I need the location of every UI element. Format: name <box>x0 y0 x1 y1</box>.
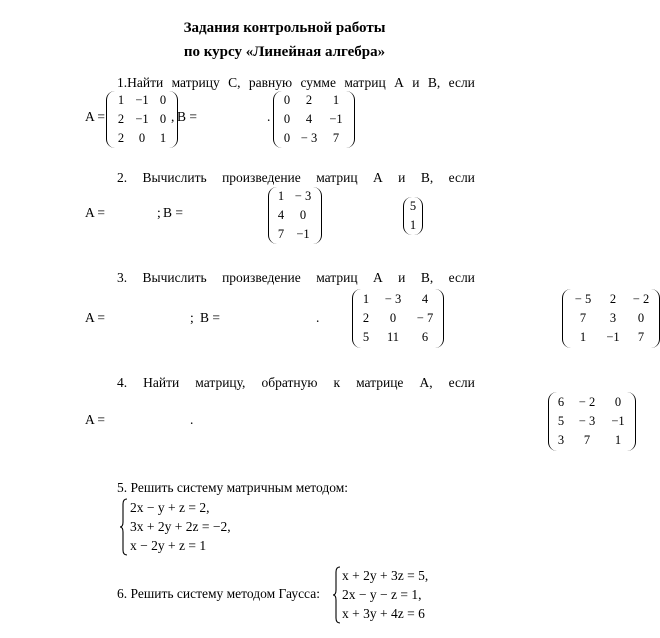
matrix-cell: 6 <box>557 395 565 409</box>
matrix-cell: 0 <box>283 93 291 107</box>
task1-word: сумме <box>300 75 336 90</box>
matrix-cell: 1 <box>362 292 370 306</box>
matrix-cell: −1 <box>606 330 620 344</box>
task1-word: C, <box>228 75 241 90</box>
task5-text: 5. Решить систему матричным методом: <box>117 480 349 495</box>
matrix-cell: 0 <box>299 208 307 222</box>
task4-word: матрицу, <box>195 375 246 390</box>
matrix-cell: 0 <box>637 311 645 325</box>
matrix-cell: 1 <box>332 93 340 107</box>
matrix-cell: 7 <box>332 131 340 145</box>
task1-word: и <box>412 75 420 90</box>
task2-word: и <box>398 170 406 185</box>
task1-word: матриц <box>344 75 386 90</box>
task5-equation: x − 2y + z = 1 <box>130 538 207 553</box>
task4-matrix-a <box>548 392 636 451</box>
matrix-cell: 2 <box>609 292 617 306</box>
matrix-cell: 1 <box>579 330 587 344</box>
task2-word: 2. <box>117 170 128 185</box>
task1-matrix-b <box>273 91 355 148</box>
matrix-cell: 5 <box>557 414 565 428</box>
task1-label-b: B = <box>177 109 197 124</box>
matrix-cell: 4 <box>277 208 285 222</box>
task2-word: если <box>448 170 475 185</box>
task3-word: 3. <box>117 270 128 285</box>
task3-word: если <box>448 270 475 285</box>
task3-label-b: B = <box>200 310 220 325</box>
matrix-cell: −1 <box>296 227 310 241</box>
matrix-cell: −1 <box>135 93 149 107</box>
matrix-cell: −1 <box>135 112 149 126</box>
matrix-cell: 7 <box>579 311 587 325</box>
matrix-cell: 2 <box>117 112 125 126</box>
task4-end: . <box>190 412 194 427</box>
task4-word: A, <box>419 375 433 390</box>
task4-word: матрице <box>356 375 404 390</box>
task3-sep: ; <box>190 310 194 325</box>
task6-equations <box>342 566 428 623</box>
task1-text <box>117 75 475 91</box>
task2-label-a: A = <box>85 205 105 220</box>
matrix-cell: 0 <box>159 112 167 126</box>
matrix-cell: 3 <box>557 433 565 447</box>
task1-word: 1.Найти <box>117 75 164 90</box>
task3-word: и <box>398 270 406 285</box>
matrix-cell: 0 <box>138 131 146 145</box>
matrix-cell: 1 <box>159 131 167 145</box>
matrix-cell: 0 <box>389 311 397 325</box>
matrix-cell: 0 <box>283 112 291 126</box>
matrix-cell: 1 <box>117 93 125 107</box>
task3-word: произведение <box>222 270 301 285</box>
matrix-cell: − 3 <box>384 292 402 306</box>
task3-word: A <box>372 270 383 285</box>
task1-word: матрицу <box>171 75 220 90</box>
task2-text <box>117 170 475 186</box>
task1-end: . <box>267 109 271 124</box>
task6-equation: x + 2y + 3z = 5, <box>342 568 429 583</box>
matrix-cell: − 2 <box>632 292 650 306</box>
matrix-cell: − 3 <box>300 131 318 145</box>
task5-equation: 3x + 2y + 2z = −2, <box>130 519 231 534</box>
matrix-cell: 7 <box>637 330 645 344</box>
matrix-cell: 2 <box>362 311 370 325</box>
task4-word: 4. <box>117 375 128 390</box>
task2-label-b: B = <box>163 205 183 220</box>
title-line-2: по курсу «Линейная алгебра» <box>183 44 386 60</box>
task4-word: обратную <box>261 375 318 390</box>
task3-end: . <box>316 310 320 325</box>
task3-word: B, <box>420 270 434 285</box>
task3-word: Вычислить <box>142 270 207 285</box>
matrix-cell: 0 <box>283 131 291 145</box>
task1-word: равную <box>248 75 293 90</box>
task4-text <box>117 375 475 391</box>
matrix-cell: 3 <box>609 311 617 325</box>
task6-brace <box>333 566 339 624</box>
matrix-cell: − 3 <box>294 189 312 203</box>
matrix-cell: − 5 <box>574 292 592 306</box>
matrix-cell: 5 <box>409 199 417 213</box>
task2-sep: ; <box>157 205 161 220</box>
task2-word: произведение <box>222 170 301 185</box>
task5-brace <box>120 498 126 556</box>
matrix-cell: −1 <box>329 112 343 126</box>
task2-word: A <box>372 170 383 185</box>
matrix-cell: 1 <box>277 189 285 203</box>
matrix-cell: 1 <box>614 433 622 447</box>
title-line-1: Задания контрольной работы <box>183 20 386 36</box>
matrix-cell: 4 <box>421 292 429 306</box>
task3-word: матриц <box>316 270 358 285</box>
matrix-cell: 4 <box>305 112 313 126</box>
matrix-cell: 2 <box>117 131 125 145</box>
task1-word: если <box>448 75 475 90</box>
task4-label-a: A = <box>85 412 105 427</box>
task3-label-a: A = <box>85 310 105 325</box>
task6-equation: x + 3y + 4z = 6 <box>342 606 425 621</box>
task2-matrix-a <box>268 187 322 244</box>
task6-equation: 2x − y − z = 1, <box>342 587 422 602</box>
matrix-cell: 2 <box>305 93 313 107</box>
matrix-cell: 5 <box>362 330 370 344</box>
task1-word: A <box>394 75 404 90</box>
task2-word: матриц <box>316 170 358 185</box>
matrix-cell: 0 <box>614 395 622 409</box>
matrix-cell: 11 <box>386 330 400 344</box>
task3-matrix-b <box>562 289 660 348</box>
task4-word: если <box>448 375 475 390</box>
task4-word: Найти <box>143 375 180 390</box>
matrix-cell: − 2 <box>578 395 596 409</box>
task5-equation: 2x − y + z = 2, <box>130 500 210 515</box>
task5-equations <box>130 498 231 555</box>
task2-word: B, <box>420 170 434 185</box>
task4-word: к <box>333 375 341 390</box>
task3-matrix-a <box>352 289 444 348</box>
task1-matrix-a <box>106 91 178 148</box>
matrix-cell: − 7 <box>416 311 434 325</box>
matrix-cell: 7 <box>583 433 591 447</box>
task1-label-a: A = <box>85 109 105 124</box>
task1-sep: , <box>171 109 175 124</box>
matrix-cell: 6 <box>421 330 429 344</box>
matrix-cell: −1 <box>611 414 625 428</box>
task1-word: B, <box>427 75 441 90</box>
matrix-cell: 7 <box>277 227 285 241</box>
task2-matrix-b <box>403 197 423 235</box>
matrix-cell: − 3 <box>578 414 596 428</box>
task2-word: Вычислить <box>142 170 207 185</box>
task3-text <box>117 270 475 286</box>
task6-text: 6. Решить систему методом Гаусса: <box>117 586 320 601</box>
matrix-cell: 0 <box>159 93 167 107</box>
matrix-cell: 1 <box>409 218 417 232</box>
